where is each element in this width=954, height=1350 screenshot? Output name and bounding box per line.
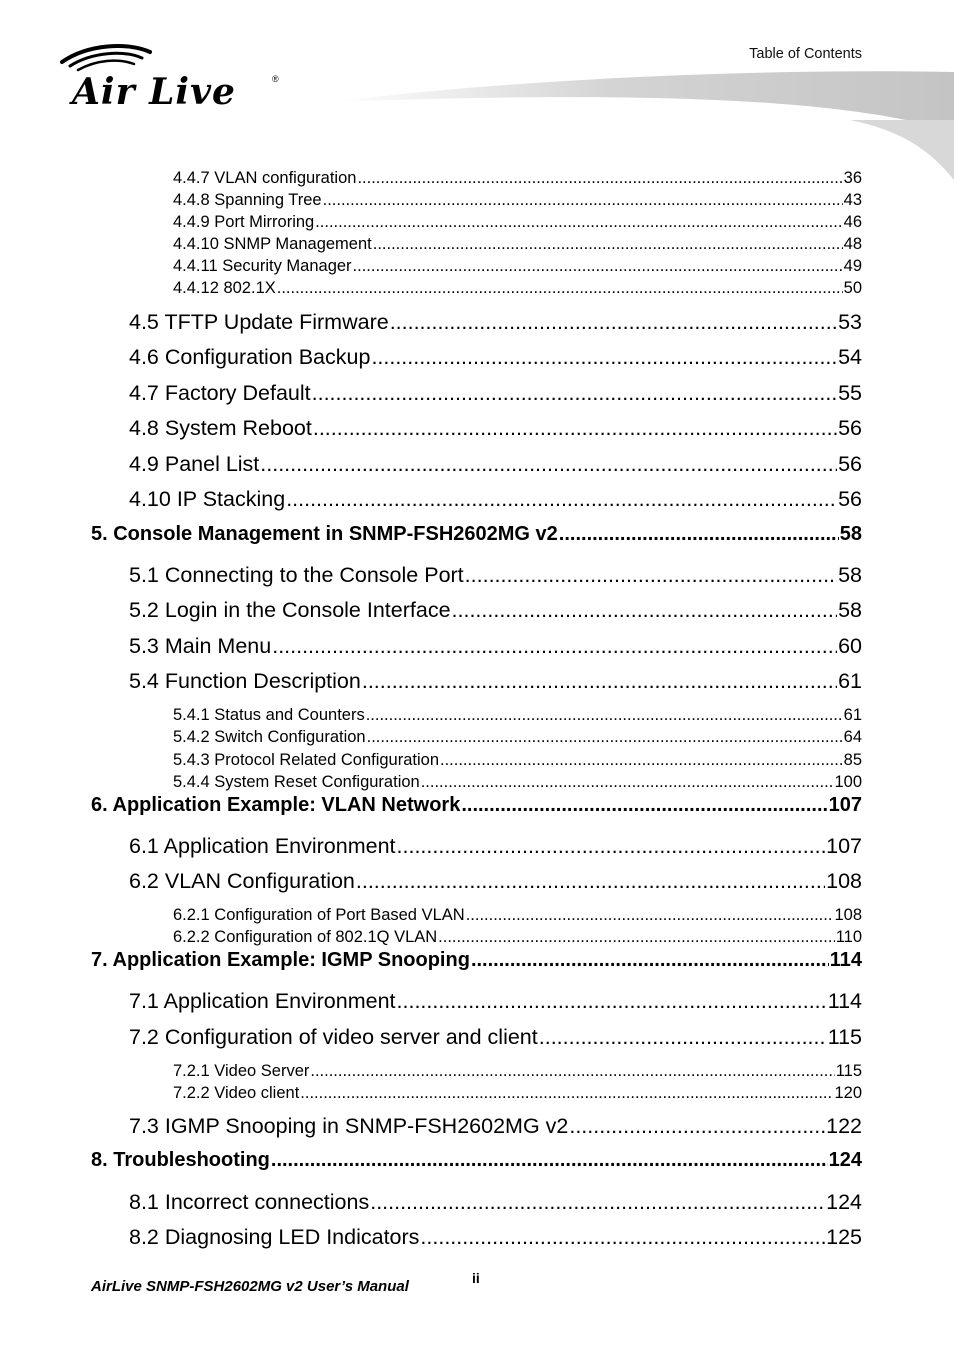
toc-entry-level-3[interactable] [173, 213, 862, 234]
toc-entry-level-3[interactable] [173, 706, 862, 727]
toc-entry-level-3[interactable] [173, 928, 862, 949]
toc-entry-page: 56 [838, 487, 862, 511]
toc-entry-level-3[interactable] [173, 751, 862, 772]
toc-dot-leader [271, 1149, 828, 1172]
toc-entry-title: 4.4.7 VLAN configuration [173, 169, 357, 187]
toc-entry-title: 5.4 Function Description [129, 669, 361, 693]
toc-entry-title: 5.2 Login in the Console Interface [129, 598, 451, 622]
toc-entry-title: 5.4.4 System Reset Configuration [173, 773, 420, 791]
toc-entry-level-2[interactable] [129, 1190, 862, 1218]
toc-dot-leader [315, 213, 842, 232]
toc-entry-title: 5.4.3 Protocol Related Configuration [173, 751, 439, 769]
toc-dot-leader [397, 834, 826, 859]
toc-entry-title: 4.4.8 Spanning Tree [173, 191, 322, 209]
toc-entry-level-2[interactable] [129, 381, 862, 409]
toc-dot-leader [466, 906, 834, 925]
toc-entry-page: 120 [834, 1084, 862, 1102]
toc-entry-level-2[interactable] [129, 869, 862, 897]
toc-dot-leader [438, 928, 835, 947]
toc-entry-level-3[interactable] [173, 235, 862, 256]
toc-entry-page: 115 [827, 1025, 862, 1049]
toc-entry-level-3[interactable] [173, 191, 862, 212]
toc-entry-level-2[interactable] [129, 989, 862, 1017]
toc-dot-leader [286, 487, 837, 512]
toc-dot-leader [313, 416, 837, 441]
toc-entry-page: 124 [828, 1149, 862, 1171]
toc-entry-level-3[interactable] [173, 1062, 862, 1083]
toc-entry-title: 6.2 VLAN Configuration [129, 869, 355, 893]
toc-dot-leader [569, 1114, 825, 1139]
toc-entry-level-2[interactable] [129, 669, 862, 697]
toc-entry-page: 100 [834, 773, 862, 791]
toc-dot-leader [357, 169, 842, 188]
toc-dot-leader [272, 634, 837, 659]
toc-entry-page: 108 [834, 906, 862, 924]
toc-entry-level-1[interactable] [91, 794, 862, 822]
toc-dot-leader [420, 1225, 825, 1250]
toc-entry-title: 7.1 Application Environment [129, 989, 396, 1013]
airlive-logo [58, 40, 288, 115]
toc-entry-level-1[interactable] [91, 949, 862, 977]
toc-entry-title: 4.10 IP Stacking [129, 487, 286, 511]
toc-dot-leader [452, 598, 838, 623]
toc-dot-leader [461, 794, 827, 817]
toc-entry-title: 5.4.2 Switch Configuration [173, 728, 366, 746]
toc-entry-title: 8. Troubleshooting [91, 1149, 270, 1171]
toc-dot-leader [371, 345, 837, 370]
toc-entry-title: 4.8 System Reboot [129, 416, 312, 440]
toc-entry-page: 43 [843, 191, 862, 209]
toc-entry-level-2[interactable] [129, 345, 862, 373]
toc-entry-title: 5.3 Main Menu [129, 634, 272, 658]
toc-entry-level-2[interactable] [129, 563, 862, 591]
toc-entry-level-2[interactable] [129, 1114, 862, 1142]
toc-dot-leader [277, 279, 843, 298]
toc-dot-leader [390, 310, 837, 335]
toc-entry-page: 55 [838, 381, 862, 405]
toc-dot-leader [559, 523, 839, 546]
toc-entry-level-1[interactable] [91, 1149, 862, 1177]
toc-entry-level-3[interactable] [173, 257, 862, 278]
toc-entry-title: 4.5 TFTP Update Firmware [129, 310, 389, 334]
toc-entry-level-3[interactable] [173, 906, 862, 927]
toc-entry-title: 7.2.2 Video client [173, 1084, 300, 1102]
toc-entry-title: 6.2.2 Configuration of 802.1Q VLAN [173, 928, 438, 946]
toc-entry-page: 122 [826, 1114, 862, 1138]
toc-entry-page: 107 [826, 834, 862, 858]
toc-entry-title: 4.7 Factory Default [129, 381, 311, 405]
toc-dot-leader [367, 728, 843, 747]
toc-dot-leader [310, 1062, 834, 1081]
toc-dot-leader [300, 1084, 833, 1103]
toc-entry-page: 56 [838, 452, 862, 476]
toc-entry-title: 4.6 Configuration Backup [129, 345, 371, 369]
toc-entry-title: 7. Application Example: IGMP Snooping [91, 949, 470, 971]
toc-entry-level-2[interactable] [129, 634, 862, 662]
toc-dot-leader [539, 1025, 827, 1050]
toc-entry-page: 58 [838, 598, 862, 622]
toc-entry-page: 53 [838, 310, 862, 334]
toc-entry-page: 115 [835, 1062, 862, 1080]
toc-entry-page: 56 [838, 416, 862, 440]
toc-entry-page: 124 [826, 1190, 862, 1214]
toc-entry-title: 7.2.1 Video Server [173, 1062, 310, 1080]
toc-entry-level-3[interactable] [173, 728, 862, 749]
toc-entry-page: 36 [843, 169, 862, 187]
toc-entry-page: 85 [843, 751, 862, 769]
toc-dot-leader [312, 381, 837, 406]
toc-entry-title: 7.2 Configuration of video server and client [129, 1025, 538, 1049]
toc-entry-page: 61 [843, 706, 862, 724]
toc-entry-level-2[interactable] [129, 1225, 862, 1253]
toc-entry-level-2[interactable] [129, 1025, 862, 1053]
toc-entry-level-3[interactable] [173, 1084, 862, 1105]
toc-entry-title: 8.2 Diagnosing LED Indicators [129, 1225, 420, 1249]
toc-dot-leader [440, 751, 843, 770]
toc-entry-page: 114 [829, 949, 862, 971]
toc-dot-leader [353, 257, 843, 276]
toc-dot-leader [356, 869, 825, 894]
toc-entry-page: 108 [826, 869, 862, 893]
page-number: ii [472, 1270, 480, 1286]
toc-entry-level-2[interactable] [129, 310, 862, 338]
toc-entry-page: 58 [838, 563, 862, 587]
toc-entry-level-2[interactable] [129, 416, 862, 444]
svg-text:®: ® [272, 74, 279, 84]
toc-entry-title: 6. Application Example: VLAN Network [91, 794, 461, 816]
toc-entry-page: 46 [843, 213, 862, 231]
toc-entry-title: 4.9 Panel List [129, 452, 260, 476]
section-label: Table of Contents [749, 46, 862, 62]
toc-dot-leader [471, 949, 829, 972]
toc-entry-level-3[interactable] [173, 279, 862, 300]
toc-entry-title: 4.4.12 802.1X [173, 279, 276, 297]
toc-entry-page: 54 [838, 345, 862, 369]
toc-dot-leader [397, 989, 827, 1014]
toc-entry-title: 8.1 Incorrect connections [129, 1190, 370, 1214]
toc-dot-leader [370, 1190, 825, 1215]
toc-entry-title: 4.4.9 Port Mirroring [173, 213, 315, 231]
toc-entry-title: 7.3 IGMP Snooping in SNMP-FSH2602MG v2 [129, 1114, 569, 1138]
toc-entry-page: 60 [838, 634, 862, 658]
toc-entry-page: 107 [828, 794, 862, 816]
toc-entry-page: 50 [843, 279, 862, 297]
toc-entry-page: 61 [838, 669, 862, 693]
toc-entry-title: 5.1 Connecting to the Console Port [129, 563, 464, 587]
toc-entry-title: 6.1 Application Environment [129, 834, 396, 858]
toc-dot-leader [362, 669, 837, 694]
toc-entry-page: 49 [843, 257, 862, 275]
toc-entry-title: 5. Console Management in SNMP-FSH2602MG v2 [91, 523, 558, 545]
manual-title: AirLive SNMP-FSH2602MG v2 User’s Manual [91, 1278, 409, 1295]
toc-entry-title: 4.4.10 SNMP Management [173, 235, 372, 253]
toc-entry-level-2[interactable] [129, 598, 862, 626]
toc-dot-leader [421, 773, 834, 792]
toc-entry-page: 58 [839, 523, 862, 545]
toc-entry-level-3[interactable] [173, 773, 862, 794]
toc-entry-title: 5.4.1 Status and Counters [173, 706, 365, 724]
toc-entry-level-3[interactable] [173, 169, 862, 190]
toc-dot-leader [373, 235, 843, 254]
toc-dot-leader [260, 452, 837, 477]
toc-entry-title: 4.4.11 Security Manager [173, 257, 352, 275]
toc-entry-page: 48 [843, 235, 862, 253]
toc-entry-page: 64 [843, 728, 862, 746]
toc-entry-page: 114 [827, 989, 862, 1013]
toc-dot-leader [366, 706, 843, 725]
toc-entry-title: 6.2.1 Configuration of Port Based VLAN [173, 906, 465, 924]
toc-entry-level-2[interactable] [129, 452, 862, 480]
toc-entry-page: 110 [835, 928, 862, 946]
toc-entry-page: 125 [826, 1225, 862, 1249]
toc-dot-leader [323, 191, 843, 210]
toc-dot-leader [465, 563, 837, 588]
svg-text:Air Live: Air Live [72, 71, 236, 113]
toc-entry-level-1[interactable] [91, 523, 862, 551]
toc-entry-level-2[interactable] [129, 487, 862, 515]
toc-entry-level-2[interactable] [129, 834, 862, 862]
